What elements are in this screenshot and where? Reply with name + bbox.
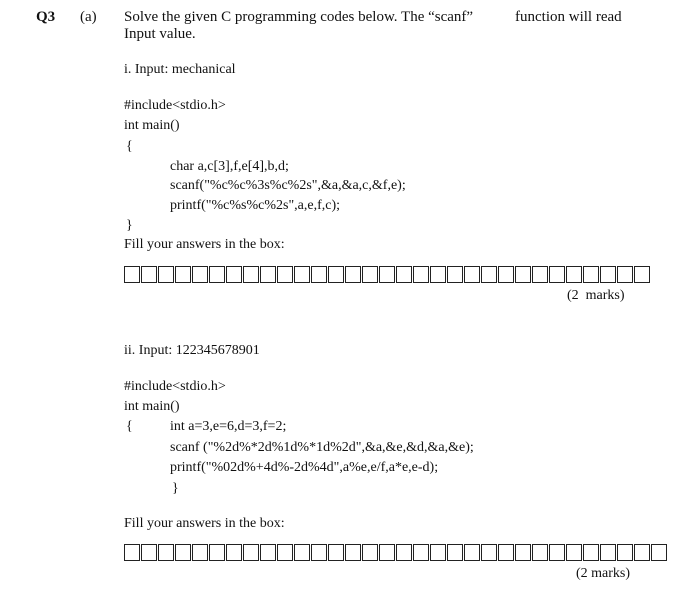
answer-box[interactable] xyxy=(430,266,446,283)
question-number: Q3 xyxy=(36,9,56,25)
answer-box[interactable] xyxy=(226,266,242,283)
code-line: int main() xyxy=(124,399,180,414)
answer-box[interactable] xyxy=(396,266,412,283)
answer-box[interactable] xyxy=(413,544,429,561)
answer-box[interactable] xyxy=(498,266,514,283)
part-ii-label: ii. Input: 122345678901 xyxy=(124,343,260,358)
answer-box[interactable] xyxy=(124,266,140,283)
answer-box[interactable] xyxy=(158,266,174,283)
answer-box[interactable] xyxy=(362,544,378,561)
question-part: (a) xyxy=(80,9,97,25)
code-line: int a=3,e=6,d=3,f=2; xyxy=(170,419,287,434)
answer-box[interactable] xyxy=(260,266,276,283)
code-line: } xyxy=(126,218,133,233)
answer-box[interactable] xyxy=(430,544,446,561)
answer-box[interactable] xyxy=(345,266,361,283)
answer-box[interactable] xyxy=(243,266,259,283)
answer-box[interactable] xyxy=(447,266,463,283)
marks-label: (2 marks) xyxy=(576,566,631,581)
answer-boxes-ii xyxy=(124,544,668,561)
answer-box[interactable] xyxy=(549,266,565,283)
code-line: scanf ("%2d%*2d%1d%*1d%2d",&a,&e,&d,&a,&e); xyxy=(170,440,474,455)
answer-box[interactable] xyxy=(209,266,225,283)
answer-box[interactable] xyxy=(532,544,548,561)
answer-box[interactable] xyxy=(651,544,667,561)
answer-box[interactable] xyxy=(532,266,548,283)
answer-box[interactable] xyxy=(583,266,599,283)
answer-box[interactable] xyxy=(464,544,480,561)
answer-box[interactable] xyxy=(158,544,174,561)
answer-box[interactable] xyxy=(634,266,650,283)
answer-box[interactable] xyxy=(583,544,599,561)
instruction-line-2: Input value. xyxy=(124,26,196,42)
part-i-label: i. Input: mechanical xyxy=(124,62,236,77)
answer-box[interactable] xyxy=(209,544,225,561)
answer-box[interactable] xyxy=(566,544,582,561)
answer-box[interactable] xyxy=(260,544,276,561)
answer-box[interactable] xyxy=(124,544,140,561)
answer-box[interactable] xyxy=(600,266,616,283)
code-line: } xyxy=(172,481,179,496)
answer-box[interactable] xyxy=(447,544,463,561)
answer-box[interactable] xyxy=(549,544,565,561)
code-line: int main() xyxy=(124,118,180,133)
answer-box[interactable] xyxy=(175,266,191,283)
code-line: { xyxy=(126,139,133,154)
answer-box[interactable] xyxy=(294,266,310,283)
code-line: #include<stdio.h> xyxy=(124,98,226,113)
answer-box[interactable] xyxy=(634,544,650,561)
answer-box[interactable] xyxy=(294,544,310,561)
instruction-line-1b: function will read xyxy=(515,9,622,25)
code-line: #include<stdio.h> xyxy=(124,379,226,394)
answer-box[interactable] xyxy=(617,544,633,561)
fill-prompt: Fill your answers in the box: xyxy=(124,237,285,252)
answer-box[interactable] xyxy=(311,544,327,561)
answer-box[interactable] xyxy=(617,266,633,283)
answer-box[interactable] xyxy=(277,544,293,561)
fill-prompt: Fill your answers in the box: xyxy=(124,516,285,531)
answer-box[interactable] xyxy=(498,544,514,561)
answer-box[interactable] xyxy=(141,544,157,561)
code-line: printf("%02d%+4d%-2d%4d",a%e,e/f,a*e,e-d); xyxy=(170,460,439,475)
answer-boxes-i xyxy=(124,266,651,283)
answer-box[interactable] xyxy=(277,266,293,283)
code-line: printf("%c%s%c%2s",a,e,f,c); xyxy=(170,198,341,213)
answer-box[interactable] xyxy=(515,266,531,283)
answer-box[interactable] xyxy=(192,266,208,283)
answer-box[interactable] xyxy=(600,544,616,561)
answer-box[interactable] xyxy=(481,266,497,283)
answer-box[interactable] xyxy=(566,266,582,283)
answer-box[interactable] xyxy=(243,544,259,561)
answer-box[interactable] xyxy=(345,544,361,561)
answer-box[interactable] xyxy=(328,266,344,283)
answer-box[interactable] xyxy=(413,266,429,283)
code-line: char a,c[3],f,e[4],b,d; xyxy=(170,159,289,174)
answer-box[interactable] xyxy=(311,266,327,283)
code-line: scanf("%c%c%3s%c%2s",&a,&a,c,&f,e); xyxy=(170,178,406,193)
answer-box[interactable] xyxy=(515,544,531,561)
code-line: { xyxy=(126,419,133,434)
answer-box[interactable] xyxy=(192,544,208,561)
answer-box[interactable] xyxy=(328,544,344,561)
answer-box[interactable] xyxy=(175,544,191,561)
answer-box[interactable] xyxy=(362,266,378,283)
answer-box[interactable] xyxy=(464,266,480,283)
marks-label: (2 marks) xyxy=(567,288,625,303)
answer-box[interactable] xyxy=(481,544,497,561)
instruction-line-1: Solve the given C programming codes below. The “scanf” xyxy=(124,9,474,25)
answer-box[interactable] xyxy=(226,544,242,561)
answer-box[interactable] xyxy=(141,266,157,283)
answer-box[interactable] xyxy=(379,266,395,283)
answer-box[interactable] xyxy=(396,544,412,561)
answer-box[interactable] xyxy=(379,544,395,561)
